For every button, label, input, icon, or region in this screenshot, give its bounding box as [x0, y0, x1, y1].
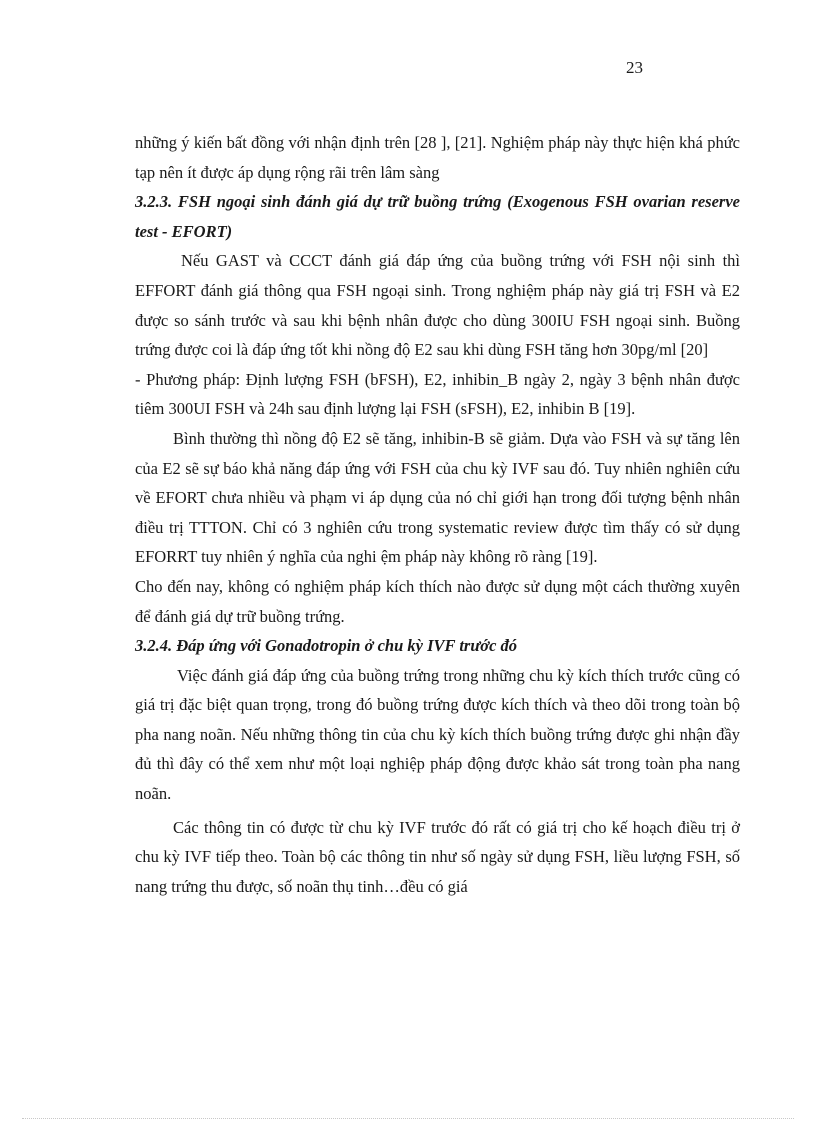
body-paragraph: những ý kiến bất đồng với nhận định trên [28 ], [21]. Nghiệm pháp này thực hiện khá phức tạp nên ít được áp dụng rộng rãi trên lâm sàng: [135, 133, 740, 182]
body-paragraph: Các thông tin có được từ chu kỳ IVF trước đó rất có giá trị cho kế hoạch điều trị ở chu kỳ IVF tiếp theo. Toàn bộ các thông tin như số ngày sử dụng FSH, liều lượng FSH, số nang trứng thu được, số noãn thụ tinh…đều có giá: [135, 817, 740, 896]
body-paragraph: Bình thường thì nồng độ E2 sẽ tăng, inhibin-B sẽ giảm. Dựa vào FSH và sự tăng lên của E2 sẽ sự báo khả năng đáp ứng với FSH của chu kỳ IVF sau đó. Tuy nhiên nghiên cứu về EFORT chưa nhiều và phạm vi áp dụng của nó chỉ giới hạn trong đối tượng bệnh nhân điều trị TTTON. Chỉ có 3 nghiên cứu trong systematic review được tìm thấy có sử dụng EFORRT tuy nhiên ý nghĩa của nghi ệm pháp này không rõ ràng [19].: [135, 428, 740, 567]
body-paragraph: Cho đến nay, không có nghiệm pháp kích thích nào được sử dụng một cách thường xuyên để đánh giá dự trữ buồng trứng.: [135, 576, 740, 626]
page-number: 23: [626, 58, 643, 77]
section-heading: 3.2.4. Đáp ứng với Gonadotropin ở chu kỳ IVF trước đó: [135, 636, 518, 656]
body-paragraph: Nếu GAST và CCCT đánh giá đáp ứng của buồng trứng với FSH nội sinh thì EFFORT đánh giá thông qua FSH ngoại sinh. Trong nghiệm pháp này giá trị FSH và E2 được so sánh trước và sau khi bệnh nhân được cho dùng 300IU FSH ngoại sinh. Buồng trứng được coi là đáp ứng tốt khi nồng độ E2 sau khi dùng FSH tăng hơn 30pg/ml [20]: [135, 251, 740, 360]
section-heading: 3.2.3. FSH ngoại sinh đánh giá dự trữ buồng trứng (Exogenous FSH ovarian reserve test - EFORT): [135, 192, 740, 241]
body-paragraph: - Phương pháp: Định lượng FSH (bFSH), E2, inhibin_B ngày 2, ngày 3 bệnh nhân được tiêm 300UI FSH và 24h sau định lượng lại FSH (sFSH), E2, inhibin B [19].: [135, 369, 740, 419]
document-body: [135, 128, 740, 901]
footer-divider: [22, 1118, 794, 1119]
body-paragraph: Việc đánh giá đáp ứng của buồng trứng trong những chu kỳ kích thích trước cũng có giá trị đặc biệt quan trọng, trong đó buồng trứng được kích thích và theo dõi trong toàn bộ pha nang noãn. Nếu những thông tin của chu kỳ kích thích buồng trứng được ghi nhận đầy đủ thì đây có thể xem như một loại nghiệp pháp động được khảo sát trong toàn pha nang noãn.: [135, 665, 740, 804]
